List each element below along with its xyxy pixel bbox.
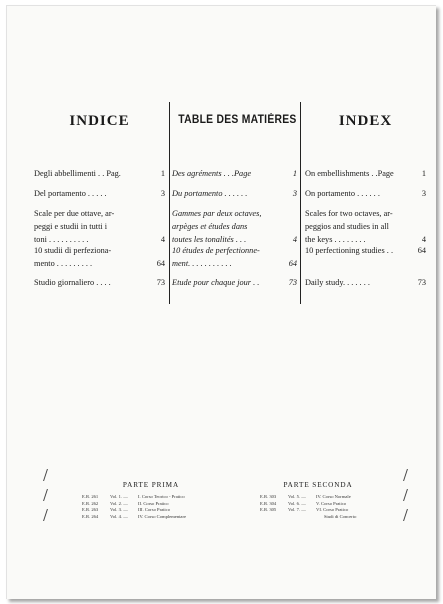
toc-entry-text: Daily study. . . . . . . [305, 278, 370, 287]
toc-page-number: 73 [417, 278, 426, 287]
column-divider [300, 102, 301, 304]
toc-page-number: 1 [160, 169, 165, 178]
volume-desc: V. Corso Pratico [316, 500, 347, 506]
toc-entry [305, 277, 426, 290]
toc-entry [34, 208, 165, 246]
toc-entry-text: Del portamento . . . . . [34, 189, 107, 198]
index-heading: INDEX [338, 113, 393, 129]
volume-er: E.R. 303 [260, 494, 277, 499]
volume-row [260, 494, 356, 501]
parte-prima-volume-list [82, 494, 186, 520]
column-divider [169, 102, 170, 304]
toc-entry-text: On embellishments . .Page [305, 169, 394, 178]
toc-entry-text: Gammes par deux octaves, [172, 209, 262, 218]
toc-entry-text: Scale per due ottave, ar- [34, 209, 115, 218]
toc-entry-text: Etude pour chaque jour . . [172, 278, 260, 287]
volume-er: E.R. 264 [82, 513, 99, 519]
volume-desc: Studi di Concerto [324, 513, 357, 519]
volume-row [260, 507, 356, 514]
toc-page-number: 73 [156, 278, 165, 287]
toc-entry [34, 168, 165, 181]
toc-entry [34, 245, 165, 271]
volume-vol: Vol. 6. — [288, 500, 306, 506]
toc-entry [34, 277, 165, 290]
footer-bracket-left [45, 469, 49, 521]
toc-page-number: 64 [156, 258, 165, 268]
toc-page-number: 4 [421, 234, 426, 244]
toc-entry-text: Du portamento . . . . . . [172, 189, 248, 198]
toc-page-number: 64 [417, 246, 426, 255]
toc-entry [172, 188, 297, 201]
volume-vol: Vol. 4. — [110, 513, 128, 519]
toc-page-number: 3 [292, 189, 297, 198]
volume-vol: Vol. 3. — [110, 507, 128, 513]
volume-row [82, 507, 186, 514]
toc-entry [305, 168, 426, 181]
toc-page-number: 1 [421, 169, 426, 178]
toc-entry-text: 10 études de perfectionne- [172, 246, 260, 255]
volume-er: E.R. 305 [260, 507, 277, 513]
volume-er: E.R. 262 [82, 500, 99, 506]
volume-er: E.R. 261 [82, 494, 99, 499]
toc-entry-text: peggi e studii in tutti i [34, 221, 108, 231]
volume-row [82, 494, 186, 501]
document-page [6, 5, 436, 599]
volume-vol: Vol. 7. — [288, 507, 306, 513]
volume-er [260, 514, 288, 521]
toc-page-number: 1 [292, 169, 297, 178]
toc-entry [172, 208, 297, 246]
toc-entry [172, 245, 297, 271]
toc-entry [172, 168, 297, 181]
volume-desc: III. Corso Pratico [138, 507, 171, 513]
parte-seconda-title: PARTE SECONDA [283, 481, 353, 489]
toc-entry [305, 208, 426, 246]
toc-page-number: 4 [292, 234, 297, 244]
toc-entry-text: ment. . . . . . . . . . . [172, 258, 232, 268]
footer-bracket-right [405, 469, 409, 521]
toc-entry [172, 277, 297, 290]
volume-vol: Vol. 1. — [110, 494, 128, 499]
volume-desc: IV. Corso Complementare [138, 513, 187, 519]
volume-vol: Vol. 5. — [288, 494, 306, 499]
toc-entry [34, 188, 165, 201]
table-des-matieres-heading: TABLE DES MATIÈRES [178, 114, 297, 126]
toc-entry-text: On portamento . . . . . . [305, 189, 380, 198]
toc-entry-text: 10 studii di perfeziona- [34, 246, 112, 255]
volume-desc: IV. Corso Normale [316, 494, 351, 499]
toc-entry-text: Studio giornaliero . . . . [34, 278, 111, 287]
volume-row [82, 514, 186, 521]
parte-seconda-volume-list [260, 494, 356, 520]
toc-entry [305, 188, 426, 201]
volume-row [82, 501, 186, 508]
toc-entry-text: toutes les tonalités . . . [172, 234, 247, 244]
volume-row [260, 501, 356, 508]
toc-entry-text: Scales for two octaves, ar- [305, 209, 393, 218]
toc-entry [305, 245, 426, 258]
volume-desc: II. Corso Pratico [138, 500, 169, 506]
volume-vol [288, 514, 316, 521]
volume-vol: Vol. 2. — [110, 500, 128, 506]
toc-entry-text: the keys . . . . . . . . [305, 234, 366, 244]
volume-er: E.R. 304 [260, 500, 277, 506]
toc-page-number: 3 [160, 189, 165, 198]
toc-entry-text: Des agréments . . .Page [172, 169, 252, 178]
toc-entry-text: 10 perfectioning studies . . [305, 246, 394, 255]
toc-entry-text: Degli abbellimenti . . Pag. [34, 169, 121, 178]
volume-desc: I. Corso Teorico - Pratico [138, 494, 185, 499]
toc-page-number: 4 [160, 234, 165, 244]
parte-prima-title: PARTE PRIMA [122, 481, 180, 489]
toc-page-number: 3 [421, 189, 426, 198]
volume-er: E.R. 263 [82, 507, 99, 513]
toc-entry-text: toni . . . . . . . . . . [34, 234, 89, 244]
toc-entry-text: mento . . . . . . . . . [34, 258, 93, 268]
toc-page-number: 73 [288, 278, 297, 287]
volume-desc: VI. Corso Pratico [316, 507, 349, 513]
toc-entry-text: arpèges et études dans [172, 221, 248, 231]
indice-heading: INDICE [69, 113, 130, 129]
toc-entry-text: peggios and studies in all [305, 221, 389, 231]
volume-row [260, 514, 356, 521]
toc-page-number: 64 [288, 258, 297, 268]
